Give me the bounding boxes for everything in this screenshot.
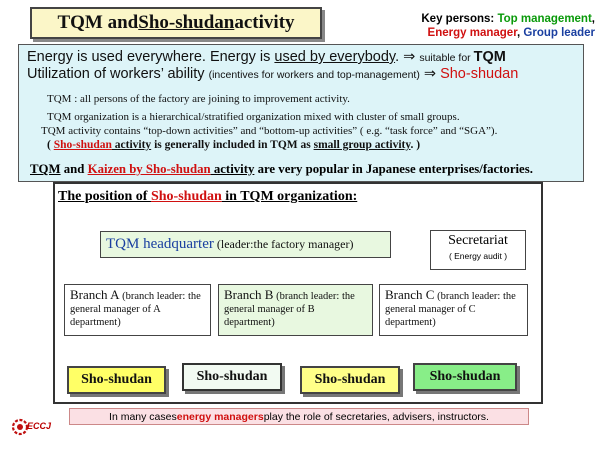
tqm-note-4-b: Sho-shudan <box>53 139 112 151</box>
branch-c-box <box>379 284 528 336</box>
branch-c-desc: (branch leader: the general manager of C department) <box>385 291 516 328</box>
tqm-note-4-a: ( <box>47 139 54 151</box>
sho-shudan-group-4: Sho-shudan <box>413 363 517 391</box>
key-group-leader: Group leader <box>523 27 595 39</box>
statement-a: TQM <box>30 162 61 176</box>
sho-shudan-group-2: Sho-shudan <box>182 363 282 391</box>
energy-line-2-a: Utilization of workers’ ability <box>27 66 209 82</box>
footer-a: In many cases <box>109 410 177 423</box>
statement-b: and <box>60 162 88 176</box>
tqm-headquarter-box <box>100 231 391 258</box>
diagram-heading-a: The position of <box>58 189 151 204</box>
energy-line-2-b: (incentives for workers and top-management) <box>208 69 420 81</box>
secretariat-sub: ( Energy audit ) <box>448 251 508 261</box>
title-suffix: activity <box>234 12 295 33</box>
tqm-note-2: TQM organization is a hierarchical/stratified organization mixed with cluster of small groups. <box>47 111 460 123</box>
sho-shudan-group-3: Sho-shudan <box>300 366 400 394</box>
footer-c: play the role of secretaries, advisers, instructors. <box>263 410 489 423</box>
tqm-note-4-e: small group activity <box>313 139 411 151</box>
sho-shudan-group-1: Sho-shudan <box>67 366 166 394</box>
key-persons <box>345 12 595 40</box>
eccj-logo-text: ECCJ <box>27 421 52 431</box>
branch-b-box <box>218 284 373 336</box>
branch-a-box <box>64 284 211 336</box>
energy-line-1-b: used by everybody <box>274 49 396 65</box>
key-energy-manager: Energy manager <box>427 27 518 39</box>
energy-line-1-e: TQM <box>473 49 506 65</box>
tqm-note-1: TQM : all persons of the factory are joining to improvement activity. <box>47 93 350 105</box>
energy-line-2-c: ⇒ <box>419 66 441 82</box>
popularity-statement <box>30 162 533 177</box>
hq-leader: (leader:the factory manager) <box>216 237 354 251</box>
diagram-heading <box>58 189 357 205</box>
energy-line-2-d: Sho-shudan <box>440 66 519 82</box>
tqm-note-4-f: . ) <box>410 139 421 151</box>
footer-b: energy managers <box>176 410 264 423</box>
secretariat-box <box>430 230 526 270</box>
key-persons-label: Key persons: <box>421 13 498 25</box>
title-prefix: TQM and <box>57 12 139 33</box>
energy-line-1-a: Energy is used everywhere. Energy is <box>27 49 275 65</box>
hq-title: TQM headquarter <box>106 236 214 252</box>
diagram-heading-b: Sho-shudan <box>150 189 222 204</box>
tqm-note-4-d: is generally included in TQM as <box>151 139 314 151</box>
diagram-heading-c: in TQM organization: <box>221 189 358 204</box>
energy-line-1-d: suitable for <box>419 52 474 64</box>
branch-b-desc: (branch leader: the general manager of B department) <box>224 291 355 328</box>
title-emph: Sho-shudan <box>138 12 235 33</box>
branch-b-name: Branch B <box>224 287 274 302</box>
energy-line-1 <box>27 49 506 65</box>
page-title <box>30 7 322 39</box>
energy-line-2 <box>27 66 518 82</box>
statement-c: Kaizen by Sho-shudan <box>87 162 211 176</box>
statement-e: are very popular in Japanese enterprises/factories. <box>254 162 533 176</box>
footer-note <box>69 408 529 425</box>
energy-line-1-c: . ⇒ <box>395 49 420 65</box>
key-sep1: , <box>591 13 595 25</box>
statement-d: activity <box>210 162 255 176</box>
key-top-management: Top management <box>497 13 592 25</box>
branch-a-desc: (branch leader: the general manager of A department) <box>70 291 201 328</box>
tqm-note-4-c: activity <box>111 139 152 151</box>
key-sep2: , <box>517 27 524 39</box>
tqm-note-3: TQM activity contains “top-down activities” and “bottom-up activities” ( e.g. “task force” and “SGA”). <box>41 125 498 137</box>
secretariat-title: Secretariat <box>448 233 508 248</box>
branch-c-name: Branch C <box>385 287 435 302</box>
tqm-note-4 <box>47 139 420 151</box>
branch-a-name: Branch A <box>70 287 120 302</box>
